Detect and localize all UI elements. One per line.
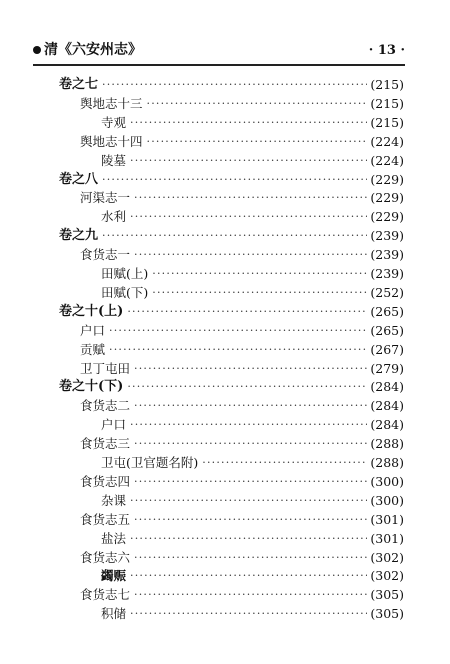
toc-entry-title: 卷之十(上) bbox=[59, 303, 124, 319]
toc-entry-title: 食货志五 bbox=[80, 511, 131, 527]
toc-entry bbox=[80, 132, 404, 152]
toc-entry-page: (302) bbox=[370, 549, 404, 565]
toc-entry-page: (305) bbox=[370, 587, 404, 603]
toc-entry bbox=[59, 302, 404, 322]
toc-leader-dots bbox=[102, 170, 367, 190]
toc-entry-page: (265) bbox=[370, 322, 404, 338]
toc-entry-title: 食货志四 bbox=[80, 473, 131, 489]
toc-entry-title: 水利 bbox=[101, 209, 127, 225]
toc-leader-dots bbox=[147, 132, 368, 152]
toc-leader-dots bbox=[134, 510, 367, 530]
toc-entry bbox=[101, 566, 404, 586]
toc-entry-title: 卫屯(卫官题名附) bbox=[101, 455, 199, 470]
toc-entry-title: 舆地志十三 bbox=[80, 95, 143, 111]
toc-entry-page: (239) bbox=[370, 228, 404, 244]
toc-entry-page: (229) bbox=[370, 171, 404, 187]
toc-entry-title: 河渠志一 bbox=[80, 190, 131, 206]
toc-leader-dots bbox=[109, 340, 367, 360]
toc-entry-page: (252) bbox=[370, 284, 404, 300]
toc-entry-title: 积储 bbox=[101, 606, 127, 622]
toc-leader-dots bbox=[130, 113, 367, 133]
toc-leader-dots bbox=[134, 359, 367, 379]
toc-entry bbox=[80, 188, 404, 208]
toc-entry-page: (300) bbox=[370, 473, 404, 489]
bullet-icon bbox=[33, 46, 41, 54]
toc-entry-page: (229) bbox=[370, 209, 404, 225]
toc-entry bbox=[80, 585, 404, 605]
toc-entry-page: (239) bbox=[370, 266, 404, 281]
toc-leader-dots bbox=[147, 94, 368, 114]
toc-entry bbox=[59, 170, 404, 190]
toc-entry bbox=[59, 226, 404, 246]
toc-entry-page: (301) bbox=[370, 511, 404, 527]
toc-entry-title: 卷之十(下) bbox=[59, 379, 124, 395]
page-number: · 13 · bbox=[368, 43, 405, 58]
toc-leader-dots bbox=[130, 566, 367, 586]
toc-entry-page: (215) bbox=[370, 77, 404, 92]
toc-entry-page: (239) bbox=[370, 247, 404, 263]
toc-leader-dots bbox=[152, 283, 367, 303]
toc-leader-dots bbox=[134, 585, 367, 605]
toc-entry bbox=[80, 396, 404, 416]
toc-leader-dots bbox=[134, 245, 367, 265]
toc-entry-page: (301) bbox=[370, 530, 404, 546]
toc-entry bbox=[101, 529, 404, 549]
toc-entry bbox=[80, 434, 404, 454]
toc-entry bbox=[101, 113, 404, 133]
toc-entry bbox=[80, 321, 404, 341]
toc-entry-title: 舆地志十四 bbox=[80, 133, 143, 149]
toc-entry-page: (300) bbox=[370, 492, 404, 508]
toc-entry-page: (224) bbox=[370, 152, 404, 168]
page-header bbox=[33, 40, 405, 62]
toc-entry-title: 卷之八 bbox=[59, 171, 99, 187]
toc-leader-dots bbox=[134, 548, 367, 568]
toc-leader-dots bbox=[152, 264, 367, 284]
toc-entry bbox=[59, 75, 404, 95]
toc-leader-dots bbox=[134, 434, 367, 454]
toc-entry bbox=[101, 207, 404, 227]
toc-entry bbox=[80, 359, 404, 379]
toc-entry-page: (284) bbox=[370, 398, 404, 414]
toc-leader-dots bbox=[130, 151, 367, 171]
toc-entry bbox=[80, 340, 404, 360]
toc-entry bbox=[80, 94, 404, 114]
toc-entry-title: 食货志六 bbox=[80, 549, 131, 565]
toc-entry-title: 食货志一 bbox=[80, 247, 131, 263]
toc-entry-title: 盐法 bbox=[101, 530, 127, 546]
toc-leader-dots bbox=[130, 529, 367, 549]
toc-entry-title: 寺观 bbox=[101, 114, 127, 130]
toc-leader-dots bbox=[102, 226, 367, 246]
toc-entry bbox=[101, 415, 404, 435]
toc-entry-title: 贡赋 bbox=[80, 341, 106, 357]
toc-entry-page: (279) bbox=[370, 360, 404, 376]
toc-entry-page: (265) bbox=[370, 303, 404, 319]
toc-entry bbox=[80, 472, 404, 492]
toc-entry-title: 陵墓 bbox=[101, 152, 127, 168]
toc-entry-page: (288) bbox=[370, 455, 404, 470]
toc-entry-title: 田赋(下) bbox=[101, 284, 149, 300]
toc-leader-dots bbox=[134, 396, 367, 416]
toc-entry-page: (215) bbox=[370, 114, 404, 130]
toc-entry-page: (267) bbox=[370, 341, 404, 357]
toc-entry bbox=[101, 151, 404, 171]
toc-leader-dots bbox=[127, 302, 367, 322]
toc-entry bbox=[101, 604, 404, 624]
toc-leader-dots bbox=[127, 377, 367, 397]
toc-leader-dots bbox=[102, 75, 367, 95]
toc-entry-page: (305) bbox=[370, 606, 404, 622]
toc-entry bbox=[80, 245, 404, 265]
toc-leader-dots bbox=[134, 188, 367, 208]
toc-leader-dots bbox=[109, 321, 367, 341]
toc-leader-dots bbox=[134, 472, 367, 492]
toc-entry-page: (288) bbox=[370, 436, 404, 452]
toc-entry-title: 户口 bbox=[80, 322, 106, 338]
toc-leader-dots bbox=[130, 604, 367, 624]
toc-entry-title: 杂课 bbox=[101, 492, 127, 508]
toc-entry bbox=[80, 510, 404, 530]
toc-entry-title: 蠲赈 bbox=[101, 568, 127, 584]
book-title: 清《六安州志》 bbox=[44, 42, 142, 58]
toc-leader-dots bbox=[130, 491, 367, 511]
toc-entry-page: (284) bbox=[370, 417, 404, 433]
toc-entry bbox=[101, 453, 404, 473]
toc-entry-page: (229) bbox=[370, 190, 404, 206]
toc-entry-title: 食货志二 bbox=[80, 398, 131, 414]
toc-entry-page: (224) bbox=[370, 133, 404, 149]
toc-entry-title: 田赋(上) bbox=[101, 266, 149, 281]
toc-entry bbox=[101, 491, 404, 511]
toc-leader-dots bbox=[130, 415, 367, 435]
header-divider bbox=[33, 64, 405, 66]
toc-entry-page: (302) bbox=[370, 568, 404, 584]
toc-entry bbox=[101, 264, 404, 284]
toc-leader-dots bbox=[202, 453, 367, 473]
toc-entry-title: 食货志三 bbox=[80, 436, 131, 452]
toc-entry-title: 户口 bbox=[101, 417, 127, 433]
toc-entry bbox=[59, 377, 404, 397]
toc-entry-title: 卫丁屯田 bbox=[80, 360, 131, 376]
toc-entry-title: 卷之九 bbox=[59, 228, 99, 244]
toc-leader-dots bbox=[130, 207, 367, 227]
toc-entry-title: 卷之七 bbox=[59, 77, 99, 92]
toc-entry-title: 食货志七 bbox=[80, 587, 131, 603]
toc-entry-page: (284) bbox=[370, 379, 404, 395]
toc-entry bbox=[80, 548, 404, 568]
toc-entry-page: (215) bbox=[370, 95, 404, 111]
toc-entry bbox=[101, 283, 404, 303]
